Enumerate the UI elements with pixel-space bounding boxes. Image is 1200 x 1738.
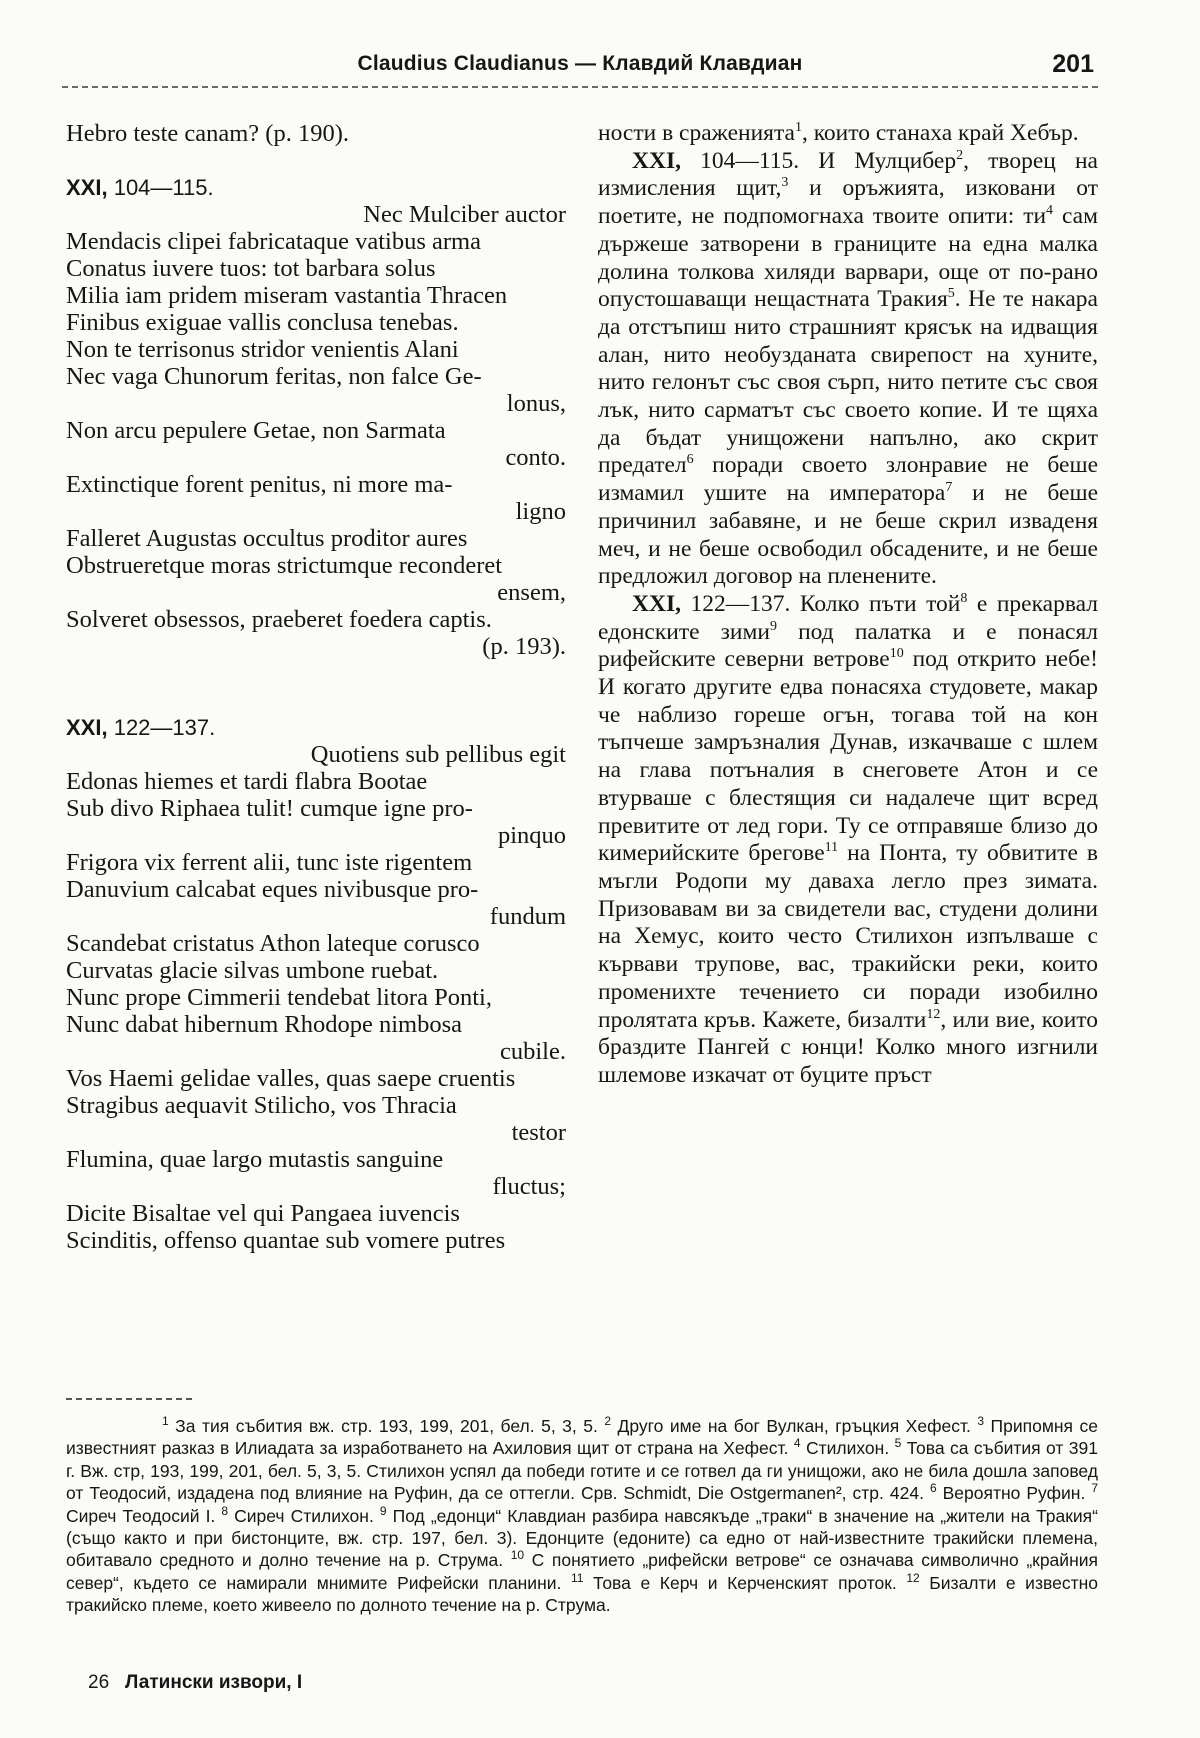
verse-line: testor: [511, 1119, 566, 1146]
verse-line: Scinditis, offenso quantae sub vomere putres: [66, 1227, 506, 1254]
latin-section-heading-1: XXI, 104—115.: [66, 175, 214, 200]
translation-paragraph-1: XXI, 104—115. И Мулцибер$^2$, творец на измисления щит,$^3$ и оръжията, изковани от поетите, не подпомогнаха твоите опити: $ти^4$ сам държеше затворени в границите на една малка долина толкова хиляди варвари, още от по-рано опустошаващи нещастната Тракия$^5$. Не те накара да отстъпиш нито страшният крясък на идващия алан, нито необузданата свирепост на хуните, нито гелонът със своя сърп, нито петите със своя лък, нито сарматът със своето копие. И те щяха да бъдат унищожени напълно, ако скрит предател$^6$ поради своето злонравие не беше измамил ушите на императора$^7$ и не беше причинил забавяне, и не беше скрил изваденя меч, и не беше освободил обсадените, и не беше предложил договор на пленените.: [598, 147, 1099, 590]
verse-line: pinquo: [497, 822, 566, 849]
verse-line: Edonas hiemes et tardi flabra Bootae: [66, 768, 428, 795]
footnote-entry: Това е Керч и Керченският проток.: [583, 1572, 907, 1593]
latin-verse-block-2: [66, 741, 566, 1254]
footnote-entry: За тия събития вж. стр. 193, 199, 201, бел. 5, 3, 5.: [168, 1416, 605, 1436]
footnote-number: 10: [510, 1548, 525, 1563]
footnote-number: 3: [977, 1414, 985, 1429]
footnote-entry: Припомня се известният разказ в Илиадата за изработването на Ахиловия щит от страна на Хефест.: [66, 1416, 1098, 1459]
verse-line: ensem,: [497, 579, 566, 606]
verse-line: Scandebat cristatus Athon lateque corusco: [66, 930, 480, 957]
translation-paragraph-0: ности в сраженията$^1$, които станаха край Хебър.: [598, 120, 1079, 146]
footnote-rule: [66, 1398, 192, 1400]
verse-line: Danuvium calcabat eques nivibusque pro-: [66, 876, 479, 903]
verse-line: Non arcu pepulere Getae, non Sarmata: [66, 417, 446, 444]
footnote-entry: Стилихон.: [800, 1438, 895, 1459]
footnote-number: 4: [793, 1436, 801, 1451]
verse-line: Falleret Augustas occultus proditor aures: [66, 525, 468, 552]
latin-section-heading-2: XXI, 122—137.: [66, 715, 216, 740]
verse-line: conto.: [505, 444, 566, 471]
translation-paragraph-2: XXI, 122—137. Колко пъти той$^8$ е прекарвал едонските зими$^9$ под палатка и е понасял рифейските северни ветрове$^{10}$ под открито небе! И когато другите едва понасяха студовете, макар че наблизо гореше огън, тогава той на кон тъпчеше замръзналия Дунав, изкачваше с шлем на глава потъналия в снеговете Атон и се втурваше с блестящия си надалече щит всред превитите от лед гори. Ту се отправяше близо до кимерийските брегове$^{11}$ на Понта, ту обвитите в мъгли Родопи му даваха легло през зимата. Призовавам ви за свидетели вас, студени долини на Хемус, които често Стилихон изпълваше с кървави трупове, вас, тракийски реки, които променихте течението си поради изобилно пролятата кръв. Кажете, бизалти$^{12}$, или вие, които браздите Пангей с юнци! Колко много изгнили шлемове изкачат от буците пръст: [598, 590, 1099, 1088]
verse-line: Finibus exiguae vallis conclusa tenebas.: [66, 309, 459, 336]
verse-line: Stragibus aequavit Stilicho, vos Thracia: [66, 1092, 457, 1119]
running-header: [62, 48, 1098, 88]
verse-line: Frigora vix ferrent alii, tunc iste rigentem: [66, 849, 473, 876]
latin-column: [66, 120, 566, 1254]
footnote-number: 8: [221, 1503, 229, 1518]
footnote-entry: Това са събития от 391 г. Вж. стр, 193, 199, 201, бел. 5, 3, 5. Стилихон успял да победи готите и се готвел да ги унищожи, ако не била дошла заповед от Теодосий, издадена под влияние на Руфин, да се оттегли. Срв. Schmidt, Die Ostgermanen², стр. 424.: [66, 1438, 1099, 1504]
verse-line: (p. 193).: [482, 633, 566, 660]
verse-line: Sub divo Riphaea tulit! cumque igne pro-: [66, 795, 473, 822]
footnote-number: 7: [1091, 1481, 1098, 1496]
verse-line: Flumina, quae largo mutastis sanguine: [66, 1146, 444, 1173]
footnote-entry: Вероятно Руфин.: [936, 1483, 1092, 1504]
footnote-number: 1: [162, 1414, 169, 1429]
verse-line: fluctus;: [492, 1173, 566, 1200]
verse-line: Dicite Bisaltae vel qui Pangaea iuvencis: [66, 1200, 460, 1227]
footnote-entry: Под „едонци“ Клавдиан разбира навсякъде „траки“ в значение на „жители на Тракия“ (също както и при бистонците, вж. стр. 197, бел. 3). Едонците (едоните) са едно от най-известните тракийски племена, обитавало средното и долно течение на р. Струма.: [66, 1505, 1098, 1571]
verse-line: Nec Mulciber auctor: [363, 201, 566, 228]
verse-line: Mendacis clipei fabricataque vatibus arma: [66, 228, 481, 255]
verse-line: Quotiens sub pellibus egit: [310, 741, 566, 768]
verse-line: Curvatas glacie silvas umbone ruebat.: [66, 957, 439, 984]
verse-line: Nec vaga Chunorum feritas, non falce Ge-: [66, 363, 482, 390]
verse-line: lonus,: [506, 390, 566, 417]
running-title: Claudius Claudianus — Клавдий Клавдиан: [357, 52, 803, 75]
footnote-number: 9: [379, 1503, 387, 1518]
latin-verse-block-1: [66, 201, 566, 660]
verse-line: ligno: [515, 498, 566, 525]
verse-line: Conatus iuvere tuos: tot barbara solus: [66, 255, 436, 282]
verse-line: Solveret obsessos, praeberet foedera captis.: [66, 606, 492, 633]
footnote-entry: Друго име на бог Вулкан, гръцкия Хефест.: [611, 1416, 978, 1436]
page-number: 201: [1052, 50, 1094, 78]
footnote-entry: Сиреч Стилихон.: [228, 1505, 380, 1526]
latin-intro-line: Hebro teste canam? (p. 190).: [66, 120, 349, 147]
bulgarian-column: [598, 120, 1098, 1090]
verse-line: Milia iam pridem miseram vastantia Thracen: [66, 282, 508, 309]
verse-line: Non te terrisonus stridor venientis Alani: [66, 336, 459, 363]
signature-mark: 26 Латински извори, I: [88, 1672, 303, 1693]
footnote-number: 6: [929, 1481, 937, 1496]
verse-line: Obstrueretque moras strictumque reconderet: [66, 552, 503, 579]
footnote-entry: Сиреч Теодосий I.: [66, 1505, 222, 1526]
verse-line: Extinctique forent penitus, ni more ma-: [66, 471, 453, 498]
footnote-number: 12: [906, 1571, 920, 1586]
footnote-number: 2: [604, 1414, 612, 1429]
verse-line: Vos Haemi gelidae valles, quas saepe cruentis: [66, 1065, 516, 1092]
verse-line: Nunc dabat hibernum Rhodope nimbosa: [66, 1011, 463, 1038]
verse-line: fundum: [489, 903, 566, 930]
footnotes: [66, 1415, 1098, 1617]
footnote-entry: С понятието „рифейски ветрове“ се означава символично „крайния север“, където се намирали мнимите Рифейски планини.: [66, 1550, 1098, 1593]
footnote-number: 11: [570, 1571, 584, 1586]
verse-line: Nunc prope Cimmerii tendebat litora Ponti,: [66, 984, 492, 1011]
verse-line: cubile.: [500, 1038, 566, 1065]
footnote-number: 5: [894, 1436, 902, 1451]
footnote-entry: Бизалти е известно тракийско племе, което живеело по долното течение на р. Струма.: [66, 1572, 1098, 1616]
footnote-text: [66, 1415, 1098, 1617]
